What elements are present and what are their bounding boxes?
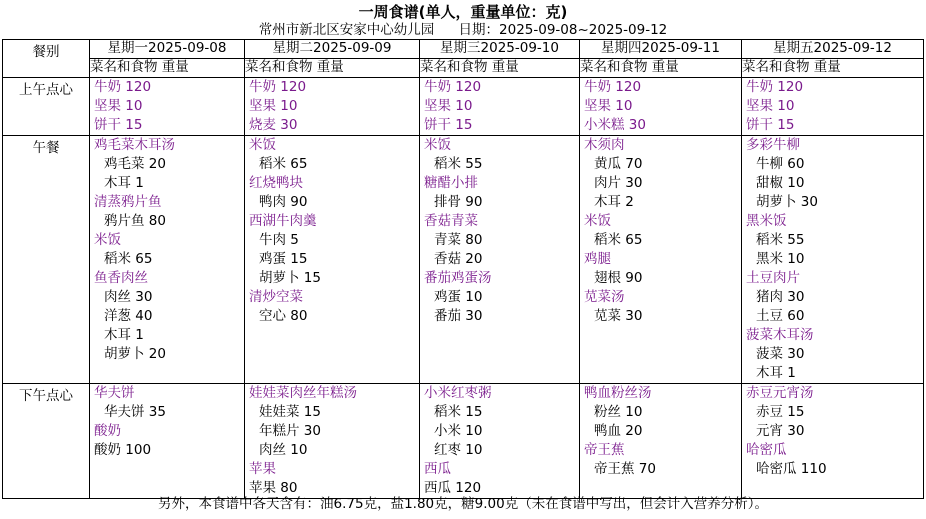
dish-name: 赤豆元宵汤: [746, 385, 814, 401]
day-header: 星期一2025-09-08: [90, 40, 245, 59]
dish-name: 鸡腿: [584, 251, 611, 267]
menu-cell: [90, 136, 245, 384]
dish-name: 清蒸鸦片鱼: [94, 194, 162, 210]
ingredient-item: 粉丝 10: [594, 404, 643, 420]
ingredient-item: 娃娃菜 15: [259, 404, 321, 420]
ingredient-item: 鸡毛菜 20: [104, 156, 166, 172]
dish-name: 牛奶 120: [584, 79, 642, 95]
ingredient-item: 鸭肉 90: [259, 194, 308, 210]
ingredient-item: 土豆 60: [756, 308, 805, 324]
ingredient-item: 赤豆 15: [756, 404, 805, 420]
meal-column-header: 餐别: [3, 40, 90, 78]
menu-cell: [580, 384, 742, 499]
menu-cell: [245, 78, 420, 136]
ingredient-item: 鸡蛋 10: [434, 289, 483, 305]
ingredient-item: 木耳 1: [104, 175, 144, 191]
ingredient-item: 华夫饼 35: [104, 404, 166, 420]
ingredient-item: 胡萝卜 20: [104, 346, 166, 362]
footer-note: 另外，本食谱中各天含有：油6.75克，盐1.80克，糖9.00克（未在食谱中写出，但会计入营养分析）。: [158, 496, 768, 512]
menu-cell: [245, 384, 420, 499]
dish-name: 米饭: [94, 232, 121, 248]
dish-name: 华夫饼: [94, 385, 135, 401]
ingredient-item: 菠菜 30: [756, 346, 805, 362]
ingredient-item: 苹果 80: [249, 480, 298, 496]
ingredient-item: 肉丝 30: [104, 289, 153, 305]
dish-name: 西湖牛肉羹: [249, 213, 317, 229]
dish-name: 饼干 15: [746, 117, 795, 133]
dish-name: 鸡毛菜木耳汤: [94, 137, 175, 153]
menu-cell: [742, 384, 924, 499]
dish-name: 红烧鸭块: [249, 175, 303, 191]
school-name: 常州市新北区安家中心幼儿园: [258, 22, 435, 38]
ingredient-item: 红枣 10: [434, 442, 483, 458]
ingredient-item: 木耳 1: [104, 327, 144, 343]
ingredient-item: 甜椒 10: [756, 175, 805, 191]
ingredient-item: 洋葱 40: [104, 308, 153, 324]
dish-name: 黑米饭: [746, 213, 787, 229]
ingredient-item: 胡萝卜 15: [259, 270, 321, 286]
ingredient-item: 年糕片 30: [259, 423, 321, 439]
dish-name: 饼干 15: [424, 117, 473, 133]
menu-cell: [420, 384, 580, 499]
dish-name: 坚果 10: [424, 98, 473, 114]
dish-name: 菠菜木耳汤: [746, 327, 814, 343]
ingredient-item: 猪肉 30: [756, 289, 805, 305]
column-subheader: 菜名和食物 重量: [90, 59, 245, 78]
ingredient-item: 黄瓜 70: [594, 156, 643, 172]
ingredient-item: 西瓜 120: [424, 480, 482, 496]
ingredient-item: 牛柳 60: [756, 156, 805, 172]
dish-name: 坚果 10: [746, 98, 795, 114]
day-header: 星期三2025-09-10: [420, 40, 580, 59]
ingredient-item: 排骨 90: [434, 194, 483, 210]
page-title: 一周食谱(单人，重量单位：克): [358, 3, 568, 21]
ingredient-item: 翅根 90: [594, 270, 643, 286]
ingredient-item: 空心 80: [259, 308, 308, 324]
dish-name: 饼干 15: [94, 117, 143, 133]
dish-name: 鸭血粉丝汤: [584, 385, 652, 401]
ingredient-item: 黑米 10: [756, 251, 805, 267]
ingredient-item: 鸦片鱼 80: [104, 213, 166, 229]
dish-name: 牛奶 120: [94, 79, 152, 95]
day-header: 星期二2025-09-09: [245, 40, 420, 59]
dish-name: 酸奶: [94, 423, 121, 439]
dish-name: 西瓜: [424, 461, 451, 477]
subtitle: [0, 21, 926, 39]
menu-cell: [580, 136, 742, 384]
menu-cell: [420, 78, 580, 136]
meal-row-afternoon-snack: [3, 384, 924, 499]
ingredient-item: 酸奶 100: [94, 442, 152, 458]
ingredient-item: 小米 10: [434, 423, 483, 439]
menu-cell: [90, 384, 245, 499]
dish-name: 番茄鸡蛋汤: [424, 270, 492, 286]
menu-cell: [742, 78, 924, 136]
meal-row-lunch: [3, 136, 924, 384]
meal-label: 下午点心: [3, 384, 90, 499]
ingredient-item: 木耳 2: [594, 194, 634, 210]
ingredient-item: 稻米 15: [434, 404, 483, 420]
ingredient-item: 肉片 30: [594, 175, 643, 191]
dish-name: 米饭: [249, 137, 276, 153]
ingredient-item: 番茄 30: [434, 308, 483, 324]
ingredient-item: 稻米 55: [434, 156, 483, 172]
dish-name: 苹果: [249, 461, 276, 477]
ingredient-item: 稻米 65: [594, 232, 643, 248]
column-subheader: 菜名和食物 重量: [742, 59, 924, 78]
menu-cell: [580, 78, 742, 136]
column-subheader: 菜名和食物 重量: [580, 59, 742, 78]
ingredient-item: 苋菜 30: [594, 308, 643, 324]
meal-row-morning-snack: [3, 78, 924, 136]
column-subheader: 菜名和食物 重量: [420, 59, 580, 78]
ingredient-item: 稻米 55: [756, 232, 805, 248]
meal-label: 上午点心: [3, 78, 90, 136]
ingredient-item: 鸡蛋 15: [259, 251, 308, 267]
dish-name: 坚果 10: [584, 98, 633, 114]
dish-name: 糖醋小排: [424, 175, 478, 191]
dish-name: 坚果 10: [249, 98, 298, 114]
day-header: 星期五2025-09-12: [742, 40, 924, 59]
menu-cell: [90, 78, 245, 136]
dish-name: 土豆肉片: [746, 270, 800, 286]
date-range: 日期：2025-09-08~2025-09-12: [458, 22, 668, 38]
menu-cell: [245, 136, 420, 384]
menu-cell: [742, 136, 924, 384]
dish-name: 小米糕 30: [584, 117, 646, 133]
ingredient-item: 香菇 20: [434, 251, 483, 267]
ingredient-item: 鸭血 20: [594, 423, 643, 439]
menu-table: [2, 39, 924, 499]
dish-name: 哈密瓜: [746, 442, 787, 458]
dish-name: 小米红枣粥: [424, 385, 492, 401]
ingredient-item: 肉丝 10: [259, 442, 308, 458]
ingredient-item: 帝王蕉 70: [594, 461, 656, 477]
dish-name: 木须肉: [584, 137, 625, 153]
dish-name: 香菇青菜: [424, 213, 478, 229]
menu-cell: [420, 136, 580, 384]
ingredient-item: 稻米 65: [259, 156, 308, 172]
dish-name: 帝王蕉: [584, 442, 625, 458]
dish-name: 鱼香肉丝: [94, 270, 148, 286]
dish-name: 牛奶 120: [746, 79, 804, 95]
dish-name: 米饭: [424, 137, 451, 153]
dish-name: 牛奶 120: [424, 79, 482, 95]
dish-name: 多彩牛柳: [746, 137, 800, 153]
dish-name: 牛奶 120: [249, 79, 307, 95]
dish-name: 苋菜汤: [584, 289, 625, 305]
dish-name: 米饭: [584, 213, 611, 229]
dish-name: 坚果 10: [94, 98, 143, 114]
ingredient-item: 稻米 65: [104, 251, 153, 267]
ingredient-item: 木耳 1: [756, 365, 796, 381]
day-header: 星期四2025-09-11: [580, 40, 742, 59]
dish-name: 烧麦 30: [249, 117, 298, 133]
dish-name: 清炒空菜: [249, 289, 303, 305]
ingredient-item: 青菜 80: [434, 232, 483, 248]
ingredient-item: 胡萝卜 30: [756, 194, 818, 210]
ingredient-item: 牛肉 5: [259, 232, 299, 248]
dish-name: 娃娃菜肉丝年糕汤: [249, 385, 357, 401]
column-subheader: 菜名和食物 重量: [245, 59, 420, 78]
meal-label: 午餐: [3, 136, 90, 384]
ingredient-item: 元宵 30: [756, 423, 805, 439]
ingredient-item: 哈密瓜 110: [756, 461, 827, 477]
